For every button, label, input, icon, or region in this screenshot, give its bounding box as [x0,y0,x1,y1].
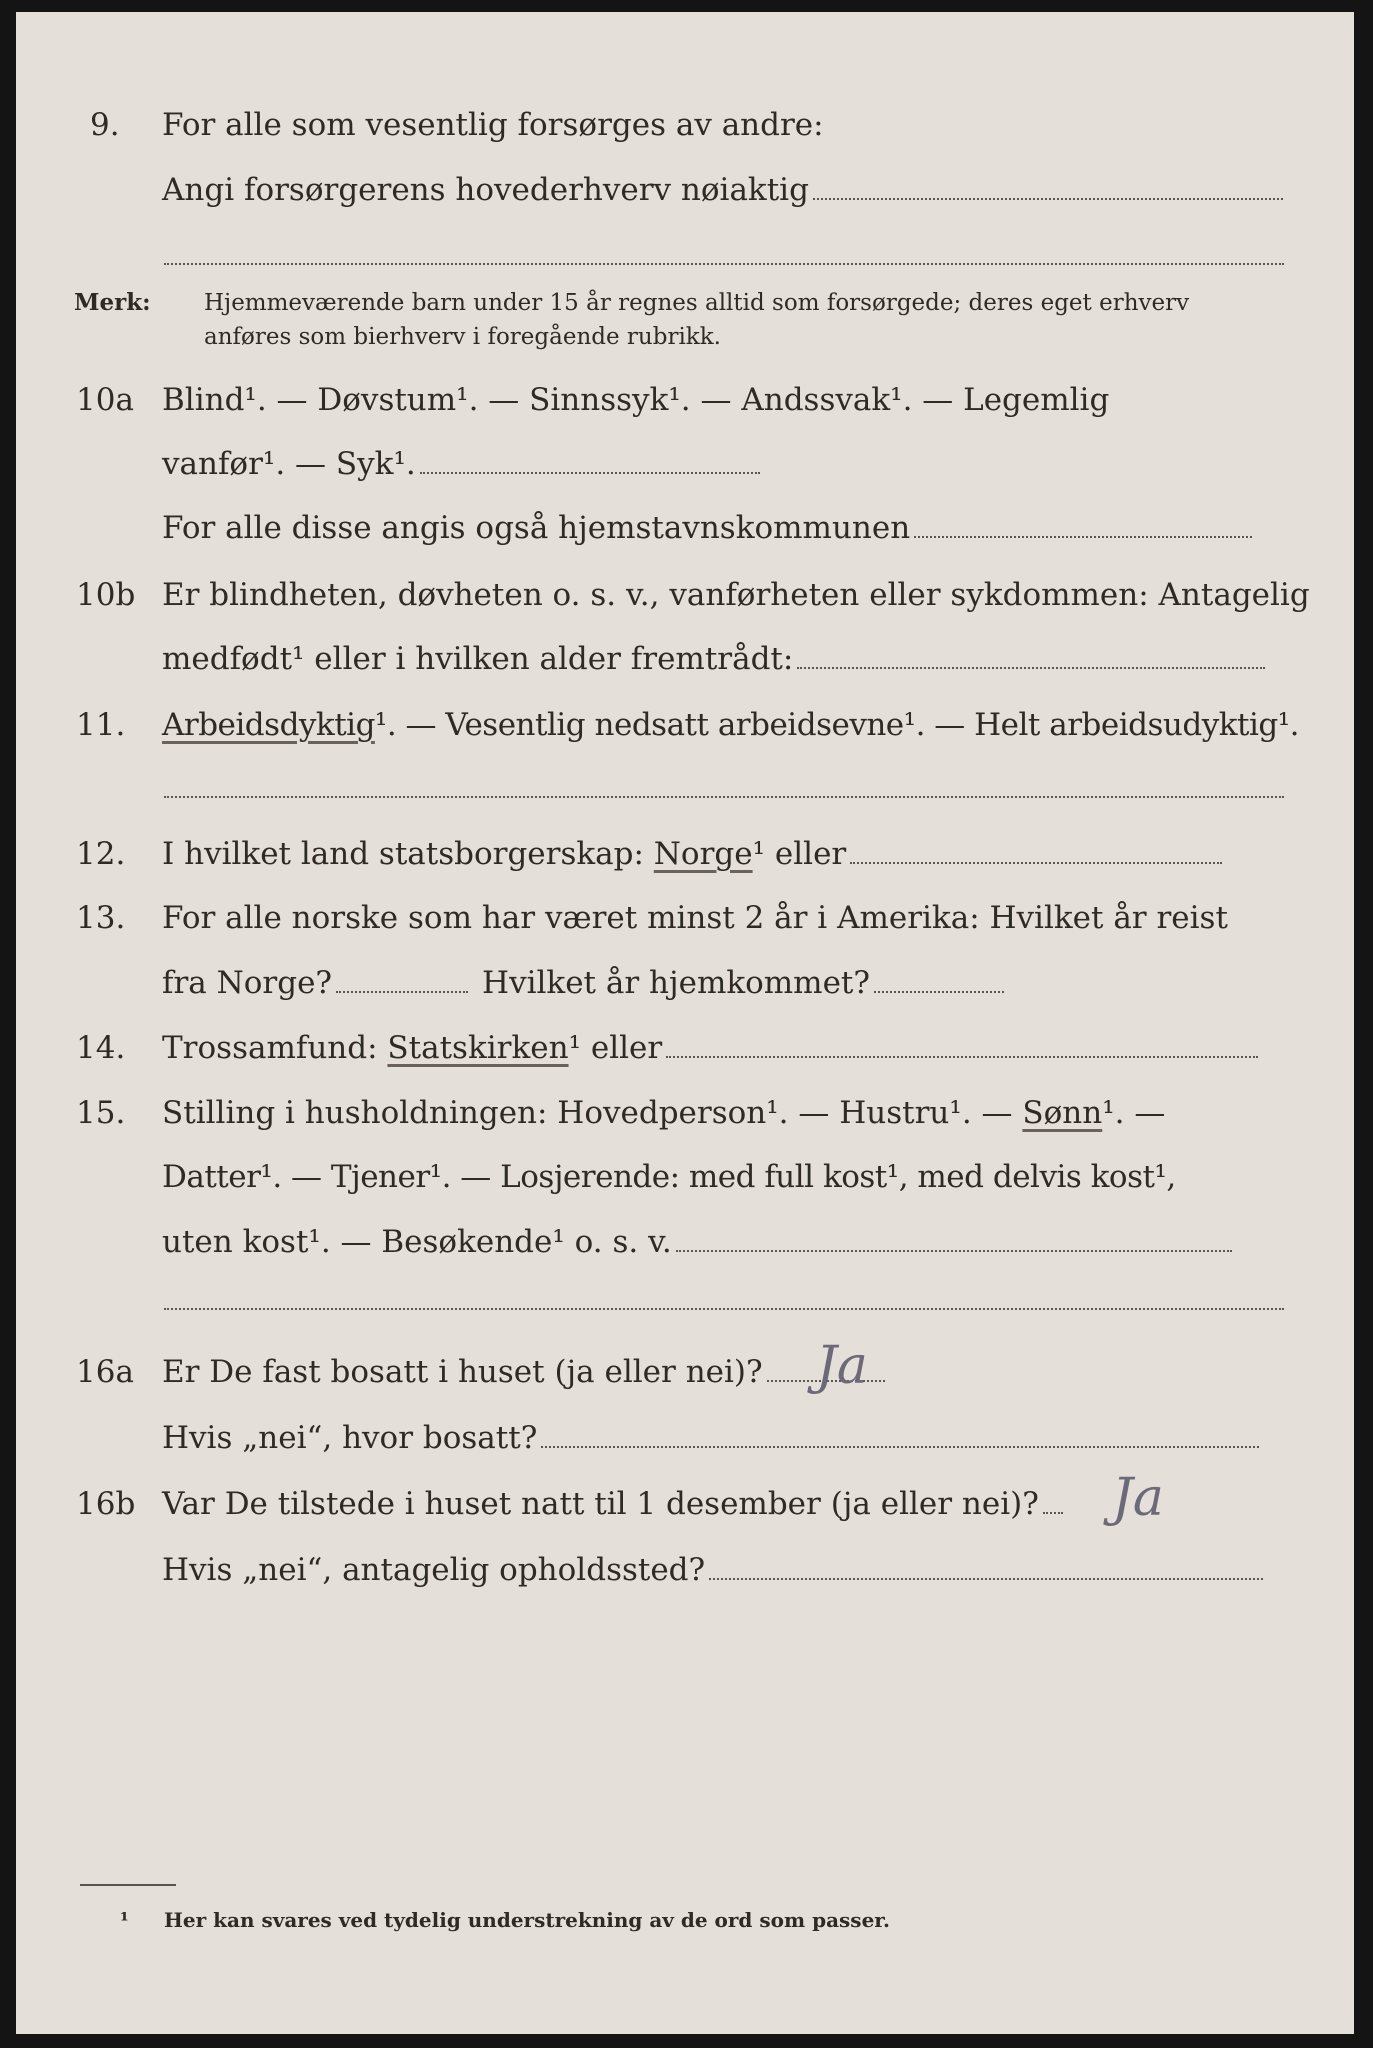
q16a-residence-field[interactable] [541,1438,1259,1448]
question-number-14: 14. [76,1030,126,1066]
q10a-line2 [162,444,760,484]
q16a-line2-text: Hvis „nei“, hvor bosatt? [162,1420,538,1456]
merk-line2: anføres som bierhverv i foregående rubrikk. [204,324,721,350]
q9-line2-text: Angi forsørgerens hovederhverv nøiaktig [162,172,809,208]
q15-line2: Datter¹. — Tjener¹. — Losjerende: med full kost¹, med delvis kost¹, [162,1159,1176,1195]
q14-line1 [162,1028,1258,1068]
q14-suffix: ¹ eller [568,1030,663,1066]
q13-line1: For alle norske som har været minst 2 år i Amerika: Hvilket år reist [162,900,1228,936]
question-number-12: 12. [76,836,126,872]
merk-label: Merk: [74,289,151,316]
q16b-line2 [162,1550,1263,1590]
footnote-mark: ¹ [120,1908,129,1932]
q12-line1 [162,834,1222,874]
question-number-16a: 16a [76,1354,134,1390]
q16b-answer-field[interactable] [1043,1504,1063,1514]
q10a-line3 [162,508,1252,548]
q13-departure-field[interactable] [336,983,468,993]
question-number-15: 15. [76,1095,126,1131]
q9-line2 [162,170,1283,210]
footnote-text: Her kan svares ved tydelig understrekning av de ord som passer. [164,1908,890,1932]
q13-return-field[interactable] [874,983,1004,993]
q9-line1: For alle som vesentlig forsørges av andre: [162,107,824,143]
q14-underlined-option: Statskirken [387,1030,569,1066]
q15-answer-field[interactable] [676,1242,1232,1252]
q10a-line3-text: For alle disse angis også hjemstavnskommunen [162,510,911,546]
q10b-answer-field[interactable] [797,659,1265,669]
q11-line1 [162,705,1299,745]
q10a-answer-field[interactable] [420,464,760,474]
question-number-9: 9. [90,107,120,143]
merk-line1: Hjemmeværende barn under 15 år regnes alltid som forsørgede; deres eget erhverv [204,290,1190,316]
q13-line2 [162,963,1004,1003]
q10b-line2 [162,639,1265,679]
q10b-line1: Er blindheten, døvheten o. s. v., vanførheten eller sykdommen: Antagelig [162,577,1310,613]
q16b-line2-text: Hvis „nei“, antagelig opholdssted? [162,1552,706,1588]
q15-line1 [162,1093,1165,1133]
q16b-line1-text: Var De tilstede i huset natt til 1 desember (ja eller nei)? [162,1486,1039,1522]
q12-prefix: I hvilket land statsborgerskap: [162,836,644,872]
q9-answer-rule[interactable] [164,263,1284,265]
q16a-handwritten-answer: Ja [816,1336,868,1396]
q10a-line1: Blind¹. — Døvstum¹. — Sinnssyk¹. — Andssvak¹. — Legemlig [162,382,1110,418]
census-form-page [16,12,1354,2034]
q10b-line2-text: medfødt¹ eller i hvilken alder fremtrådt: [162,641,794,677]
question-number-13: 13. [76,900,126,936]
q11-answer-rule[interactable] [164,796,1284,798]
q14-answer-field[interactable] [666,1048,1258,1058]
q16b-line1 [162,1484,1063,1524]
q10a-hometown-field[interactable] [914,528,1252,538]
q12-underlined-option: Norge [653,836,753,872]
q16a-line1 [162,1352,885,1392]
footnote-separator [80,1884,176,1886]
q10a-line2-text: vanfør¹. — Syk¹. [162,446,416,482]
q11-underlined-option: Arbeidsdyktig [162,707,375,743]
q15-line3 [162,1222,1232,1262]
q11-rest: ¹. — Vesentlig nedsatt arbeidsevne¹. — Helt arbeidsudyktig¹. [374,707,1300,743]
q15-line1-left: Stilling i husholdningen: Hovedperson¹. — Hustru¹. — [162,1095,1013,1131]
q16b-handwritten-answer: Ja [1112,1468,1164,1528]
q16a-line1-text: Er De fast bosatt i huset (ja eller nei)? [162,1354,763,1390]
question-number-10b: 10b [76,577,136,613]
q13-line2-right: Hvilket år hjemkommet? [482,965,871,1001]
q9-answer-field[interactable] [813,190,1283,200]
q12-suffix: ¹ eller [752,836,847,872]
q14-prefix: Trossamfund: [162,1030,378,1066]
q15-underlined-option: Sønn [1022,1095,1103,1131]
q12-answer-field[interactable] [850,854,1222,864]
q15-line1-right: ¹. — [1102,1095,1166,1131]
q15-line3-text: uten kost¹. — Besøkende¹ o. s. v. [162,1224,672,1260]
question-number-16b: 16b [76,1486,136,1522]
q16b-whereabouts-field[interactable] [709,1570,1263,1580]
q13-line2-left: fra Norge? [162,965,333,1001]
q16a-line2 [162,1418,1259,1458]
q15-answer-rule[interactable] [164,1308,1284,1310]
question-number-11: 11. [76,707,126,743]
question-number-10a: 10a [76,382,134,418]
